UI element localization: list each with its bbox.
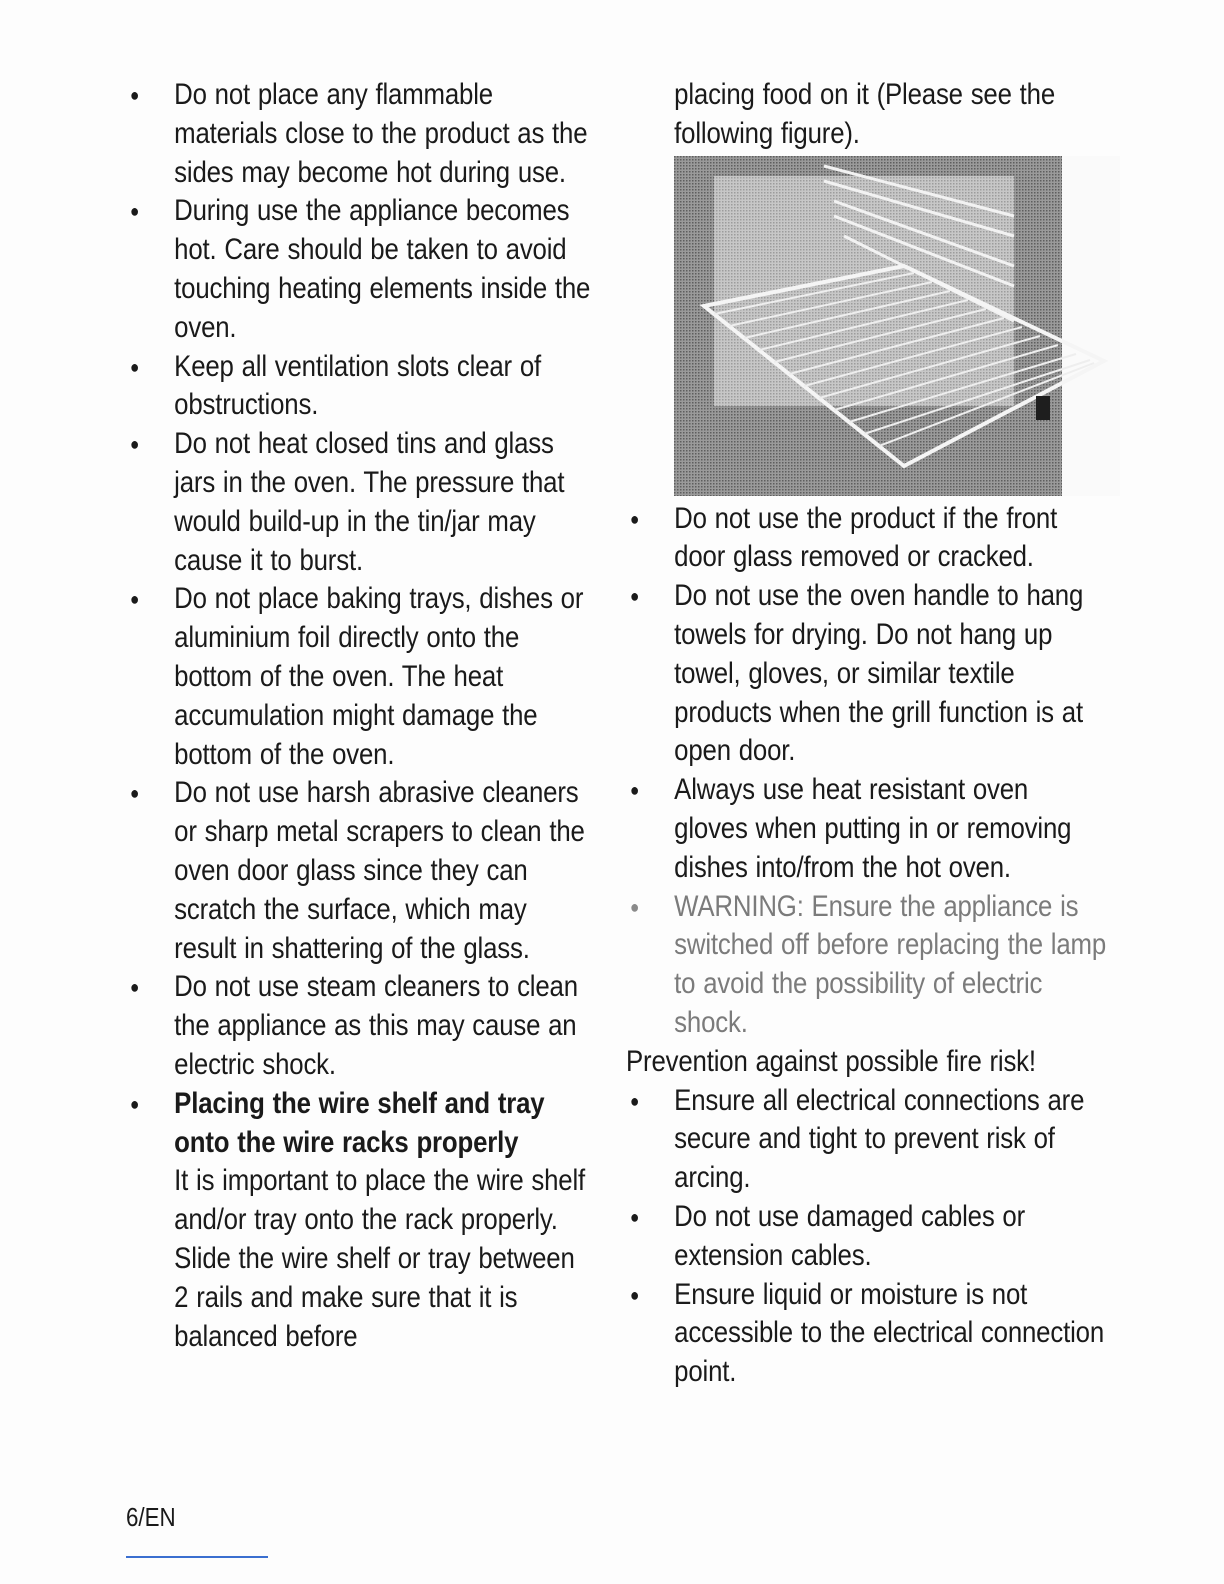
list-item: ● Always use heat resistant oven gloves when putting in or removing dishes into/from the hot oven. (626, 771, 1108, 887)
fire-risk-list (626, 1082, 1108, 1392)
oven-wire-shelf-figure (674, 156, 1120, 496)
list-item: ● Ensure all electrical connections are secure and tight to prevent risk of arcing. (626, 1082, 1108, 1198)
list-item: ● Do not heat closed tins and glass jars in the oven. The pressure that would build-up in the tin/jar may cause it to burst. (126, 425, 590, 580)
list-item: ● Do not use the oven handle to hang towels for drying. Do not hang up towel, gloves, or similar textile products when the grill function is at open door. (626, 577, 1108, 771)
warning-item: ● WARNING: Ensure the appliance is switched off before replacing the lamp to avoid the possibility of electric shock. (626, 888, 1108, 1043)
right-column (626, 76, 1106, 1392)
left-column (126, 76, 596, 1356)
safety-list (126, 76, 590, 1356)
list-item: ● Do not place baking trays, dishes or aluminium foil directly onto the bottom of the oven. The heat accumulation might damage the bottom of the oven. (126, 580, 590, 774)
page-number: 6/EN (126, 1502, 176, 1532)
list-item: ● Ensure liquid or moisture is not accessible to the electrical connection point. (626, 1276, 1108, 1392)
wire-shelf-item (126, 1085, 590, 1357)
continuation-text: placing food on it (Please see the following figure). (674, 78, 1055, 150)
wire-shelf-body: It is important to place the wire shelf and/or tray onto the rack properly. Slide the wire shelf or tray between 2 rails and make sure that it is balanced before (174, 1164, 586, 1353)
list-item: ● Keep all ventilation slots clear of obstructions. (126, 348, 590, 426)
oven-shelf-illustration (674, 156, 1120, 496)
list-item: ● Do not use the product if the front door glass removed or cracked. (626, 500, 1108, 578)
footer-rule (126, 1556, 268, 1558)
list-item: ● Do not use damaged cables or extension cables. (626, 1198, 1108, 1276)
list-item: ● During use the appliance becomes hot. Care should be taken to avoid touching heating elements inside the oven. (126, 192, 590, 347)
list-item: ● Do not place any flammable materials close to the product as the sides may become hot during use. (126, 76, 590, 192)
list-item: ● Do not use steam cleaners to clean the appliance as this may cause an electric shock. (126, 968, 590, 1084)
fire-risk-heading: Prevention against possible fire risk! (626, 1044, 1036, 1078)
list-item: ● Do not use harsh abrasive cleaners or sharp metal scrapers to clean the oven door glass since they can scratch the surface, which may result in shattering of the glass. (126, 774, 590, 968)
right-safety-list (626, 500, 1108, 1043)
wire-shelf-heading: ● Placing the wire shelf and tray onto the wire racks properly (174, 1086, 545, 1159)
